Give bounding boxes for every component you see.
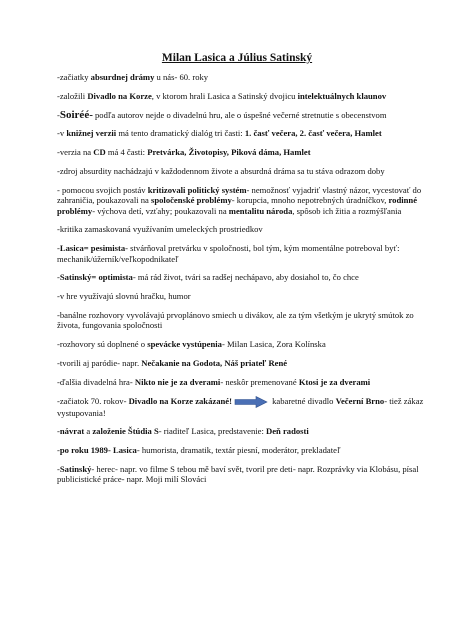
bold-text: knižnej verzii [66,128,117,139]
text-run: a [84,426,93,437]
text-run: - [57,109,60,120]
paragraph [57,339,425,349]
text-run: - humorista, dramatik, textár piesní, moderátor, prekladateľ [136,445,341,456]
paragraph [57,243,425,264]
text-run: -kritika zamaskovaná využívaním umeleckých prostriedkov [57,224,263,235]
paragraph [57,128,425,138]
bold-text: kritizovali politický systém [147,184,247,195]
text-run: -založili [57,90,88,101]
bold-text: Divadlo na Korze [87,90,152,101]
bold-text: spoločenské problémy [151,195,232,206]
text-run: -v hre využívajú slovnú hračku, humor [57,291,191,302]
text-run: -v [57,128,67,139]
paragraph [57,166,425,176]
bold-text: Večerní Brno [335,395,385,406]
document-body [57,72,425,493]
text-run: - tiež zákaz vystupovania! [57,395,424,418]
bold-text: intelektuálnych klaunov [297,90,387,101]
paragraph [57,224,425,234]
text-run: - [57,272,60,283]
paragraph [57,291,425,301]
text-run: - herec- napr. vo filme S tebou mě baví svět, tvoril pre deti- napr. Rozprávky via Klobásu, písal publicistické práce- napr. Moji milí Slováci [57,464,419,485]
text-run: má 4 časti: [105,147,148,158]
bold-text: absurdnej drámy [90,72,155,82]
text-run: - neskôr premenované [220,376,299,387]
text-run: kabaretné divadlo [269,395,336,406]
text-run: -verzia na [57,147,94,158]
text-run: u nás- 60. roky [154,72,209,82]
paragraph [57,464,425,485]
text-run: -začiatky [57,72,91,82]
paragraph [57,445,425,455]
paragraph [57,72,425,82]
bold-text: po roku 1989- Lasica [59,445,137,456]
bold-text: Satinský= optimista [59,272,133,283]
text-run: - korupcia, mnoho nepotrebných úradníčkov, [231,195,389,206]
bold-text: založenie Štúdia S [92,426,159,437]
text-run: -rozhovory sú doplnené o [57,339,148,350]
text-run: má tento dramatický dialóg tri časti: [116,128,245,139]
text-run: - [57,426,60,437]
bold-text: mentalitu národa [228,205,293,216]
text-run: - [57,464,60,474]
paragraph [57,110,425,120]
text-run: - má rád život, tvári sa radšej nechápavo, aby dosiahol to, čo chce [132,272,359,283]
bold-text: 1. časť večera, 2. časť večera, Hamlet [244,128,382,139]
paragraph [57,358,425,368]
paragraph [57,147,425,157]
bold-text: CD [93,147,106,158]
paragraph [57,426,425,436]
bold-text: Pretvárka, Životopisy, Piková dáma, Hamlet [147,147,311,158]
paragraph [57,377,425,387]
text-run: -začiatok 70. rokov- [57,395,129,406]
text-run: - [57,445,60,456]
text-run: - riaditeľ Lasica, predstavenie: [158,426,267,437]
text-run: -ďalšia divadelná hra- [57,376,135,387]
bold-text: rodinné problémy [57,195,418,216]
bold-text: Satinský [59,464,92,474]
paragraph [57,272,425,282]
bold-text: Soiréé- [59,108,93,121]
bold-text: spevácke vystúpenia [147,339,222,350]
bold-text: Deň radosti [266,426,309,437]
text-run: - stvárňoval pretvárku v spoločnosti, bol tým, kým momentálne potreboval byť: mechanik/úžerník/veľkopodnikateľ [57,243,400,264]
bold-text: Nikto nie je za dverami [134,376,221,387]
bold-text: Ktosi je za dverami [298,376,371,387]
paragraph [57,396,425,418]
text-run: podľa autorov nejde o divadelnú hru, ale o úspešné večerné stretnutie s obecenstvom [92,109,387,120]
text-run: -tvorili aj paródie- napr. [57,357,142,368]
text-run: - pomocou svojich postáv [57,184,148,195]
bold-text: Nečakanie na Godota, Náš priateľ René [141,357,288,368]
text-run: - Milan Lasica, Zora Kolínska [221,339,326,350]
text-run: , v ktorom hrali Lasica a Satinský dvojicu [151,90,298,101]
text-run: , spôsob ich žitia a rozmýšľania [292,205,402,216]
text-run: - nemožnosť vyjadriť vlastný názor, vycestovať do zahraničia, poukazovali na [57,184,422,206]
paragraph [57,310,425,331]
text-run: - výchova detí, vzťahy; poukazovali na [92,205,229,216]
paragraph [57,185,425,216]
document-title: Milan Lasica a Július Satinský [161,52,313,64]
bold-text: Divadlo na Korze zakázané! [128,395,232,406]
bold-text: návrat [59,426,85,437]
right-arrow-icon [234,396,268,408]
bold-text: Lasica= pesimista [59,243,126,254]
text-run: -banálne rozhovory vyvolávajú prvoplánovo smiech u divákov, ale za tým všetkým je ukrytý smútok zo života, fungovania spoločnosti [57,309,414,331]
text-run: - [57,243,60,254]
paragraph [57,91,425,101]
text-run: -zdroj absurdity nachádzajú v každodennom živote a absurdná dráma sa tu stáva odrazom doby [57,165,385,176]
